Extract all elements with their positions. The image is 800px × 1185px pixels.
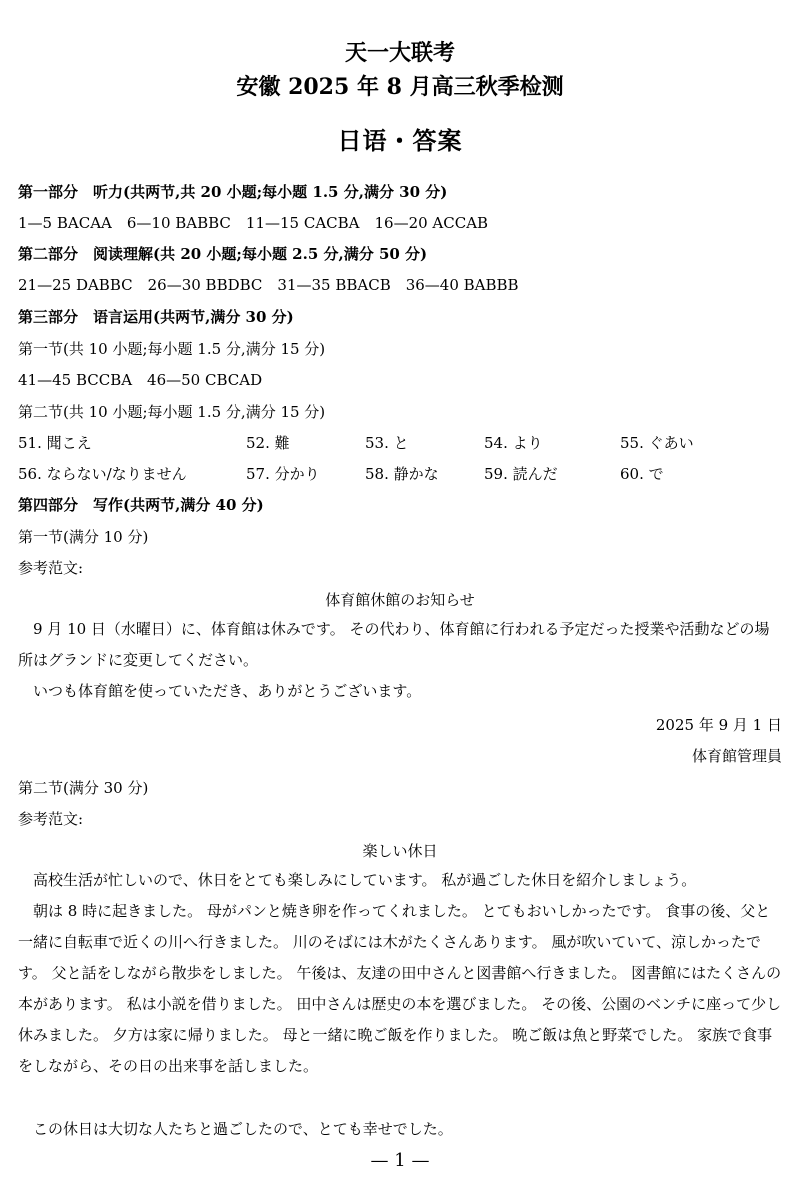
answer-53: 53. と (365, 434, 409, 452)
part3-heading: 第三部分 语言运用(共两节,满分 30 分) (18, 308, 294, 326)
notice-paragraph-1: 9 月 10 日（水曜日）に、体育館は休みです。 その代わり、体育館に行われる予定だった授業や活動などの場所はグランドに変更してください。 (18, 620, 770, 669)
answer-55: 55. ぐあい (620, 434, 694, 452)
sample-essay-label-1: 参考范文: (18, 559, 84, 577)
answer-60: 60. で (620, 465, 664, 483)
part2-answers: 21—25 DABBC 26—30 BBDBC 31—35 BBACB 36—40 BABBB (18, 276, 519, 294)
answer-57: 57. 分かり (246, 465, 320, 483)
notice-signature: 体育館管理員 (691, 747, 782, 765)
part3-answers-row2 (18, 463, 782, 483)
essay-title: 楽しい休日 (362, 842, 438, 860)
part4-section2-heading: 第二节(满分 30 分) (18, 779, 149, 797)
answer-52: 52. 難 (246, 434, 290, 452)
notice-date: 2025 年 9 月 1 日 (655, 716, 782, 734)
part3-answers-row1 (18, 432, 782, 452)
answer-title: 日语・答案 (337, 126, 463, 155)
essay-paragraph-2: 朝は 8 時に起きました。 母がパンと焼き卵を作ってくれました。 とてもおいしかったです。 食事の後、父と一緒に自転車で近くの川へ行きました。 川のそばには木がたくさんあります。 風が吹いていて、涼しかったです。 父と話をしながら散歩をしました。 午後は、友達の田中さんと図書館へ行きました。 図書館にはたくさんの本があります。 私は小説を借りました。 田中さんは歴史の本を選びました。 その後、公園のベンチに座って少し休みました。 夕方は家に帰りました。 母と一緒に晩ご飯を作りました。 晩ご飯は魚と野菜でした。 家族で食事をしながら、その日の出来事を話しました。 (18, 902, 782, 1075)
exam-title: 天一大联考 (344, 40, 455, 66)
part3-section1-answers: 41—45 BCCBA 46—50 CBCAD (18, 371, 263, 389)
answer-59: 59. 読んだ (484, 465, 558, 483)
essay-paragraph-1: 高校生活が忙しいので、休日をとても楽しみにしています。 私が過ごした休日を紹介しましょう。 (33, 871, 697, 889)
answer-58: 58. 静かな (365, 465, 439, 483)
part3-section1-heading: 第一节(共 10 小题;每小题 1.5 分,满分 15 分) (18, 340, 326, 358)
exam-subtitle: 安徽 2025 年 8 月高三秋季检测 (236, 74, 564, 100)
part4-section1-heading: 第一节(满分 10 分) (18, 528, 149, 546)
sample-essay-label-2: 参考范文: (18, 810, 84, 828)
page-number: — 1 — (370, 1150, 430, 1171)
part4-heading: 第四部分 写作(共两节,满分 40 分) (18, 496, 264, 514)
part2-heading: 第二部分 阅读理解(共 20 小题;每小题 2.5 分,满分 50 分) (18, 245, 428, 263)
notice-paragraph-2: いつも体育館を使っていただき、ありがとうございます。 (33, 682, 422, 700)
part1-heading: 第一部分 听力(共两节,共 20 小题;每小题 1.5 分,满分 30 分) (18, 183, 448, 201)
answer-56: 56. ならない/なりません (18, 465, 187, 483)
answer-51: 51. 聞こえ (18, 434, 92, 452)
part3-section2-heading: 第二节(共 10 小题;每小题 1.5 分,满分 15 分) (18, 403, 326, 421)
notice-title: 体育館休館のお知らせ (325, 591, 475, 609)
essay-paragraph-3: この休日は大切な人たちと過ごしたので、とても幸せでした。 (33, 1120, 453, 1138)
part1-answers: 1—5 BACAA 6—10 BABBC 11—15 CACBA 16—20 ACCAB (18, 214, 489, 232)
answer-54: 54. より (484, 434, 543, 452)
